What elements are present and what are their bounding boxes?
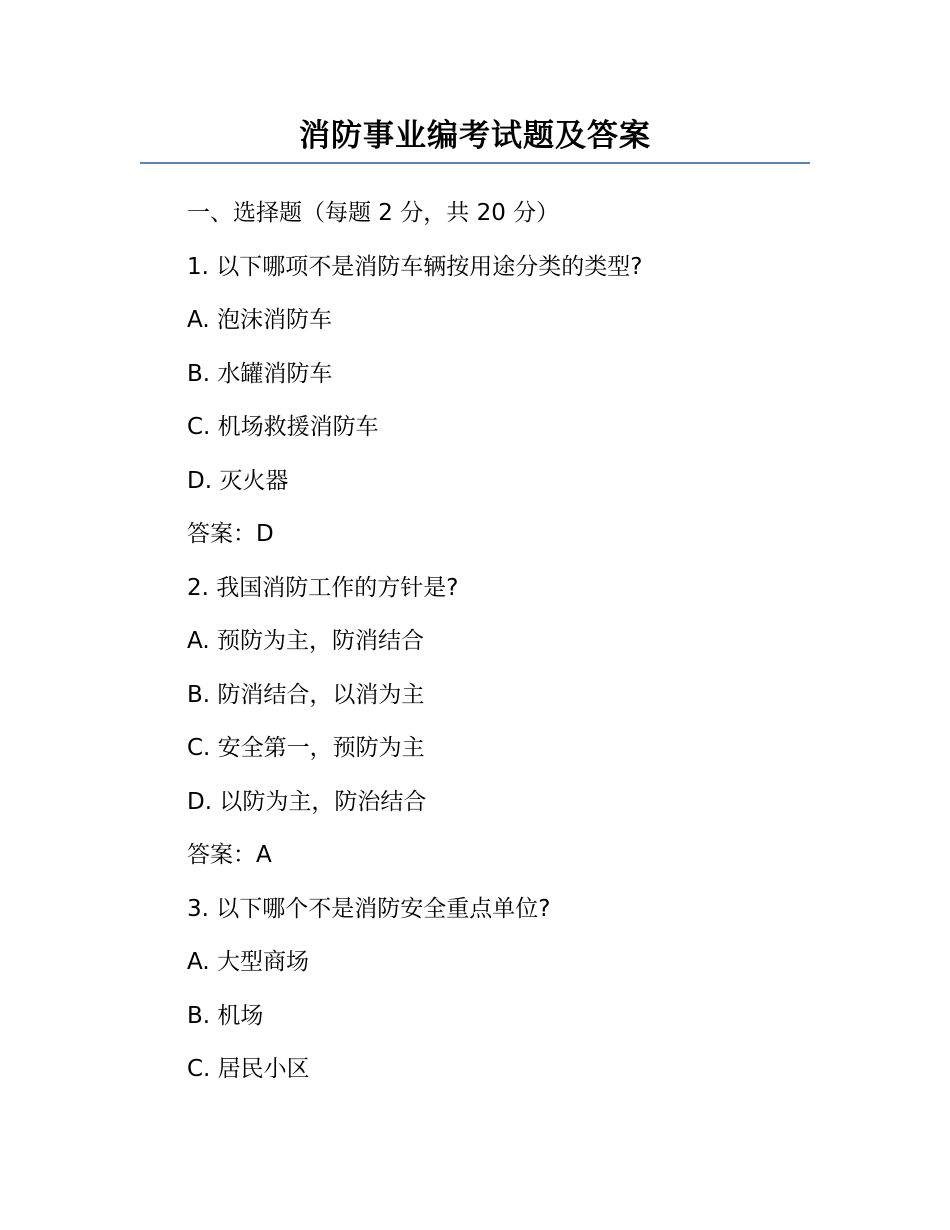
question-3: 3. 以下哪个不是消防安全重点单位? <box>187 895 551 922</box>
title-divider <box>140 162 810 164</box>
question-2-option-a: A. 预防为主，防消结合 <box>187 628 424 654</box>
question-1-option-b: B. 水罐消防车 <box>187 360 333 387</box>
question-1-option-a: A. 泡沫消防车 <box>187 307 332 333</box>
question-2-option-d: D. 以防为主，防治结合 <box>187 788 427 815</box>
question-3-option-b: B. 机场 <box>187 1002 264 1029</box>
question-3-option-a: A. 大型商场 <box>187 949 309 975</box>
question-2-option-b: B. 防消结合，以消为主 <box>187 681 425 708</box>
question-3-option-c: C. 居民小区 <box>187 1056 310 1082</box>
question-2-answer: 答案：A <box>187 842 272 868</box>
question-1-answer: 答案：D <box>187 521 274 547</box>
document-title: 消防事业编考试题及答案 <box>299 118 651 154</box>
question-1-option-c: C. 机场救援消防车 <box>187 414 379 440</box>
document-body <box>187 187 827 1097</box>
section-heading: 一、选择题（每题 2 分，共 20 分） <box>187 200 560 226</box>
question-1: 1. 以下哪项不是消防车辆按用途分类的类型? <box>187 253 643 280</box>
question-1-option-d: D. 灭火器 <box>187 467 289 494</box>
question-2-option-c: C. 安全第一，预防为主 <box>187 735 425 761</box>
question-2: 2. 我国消防工作的方针是? <box>187 574 459 601</box>
